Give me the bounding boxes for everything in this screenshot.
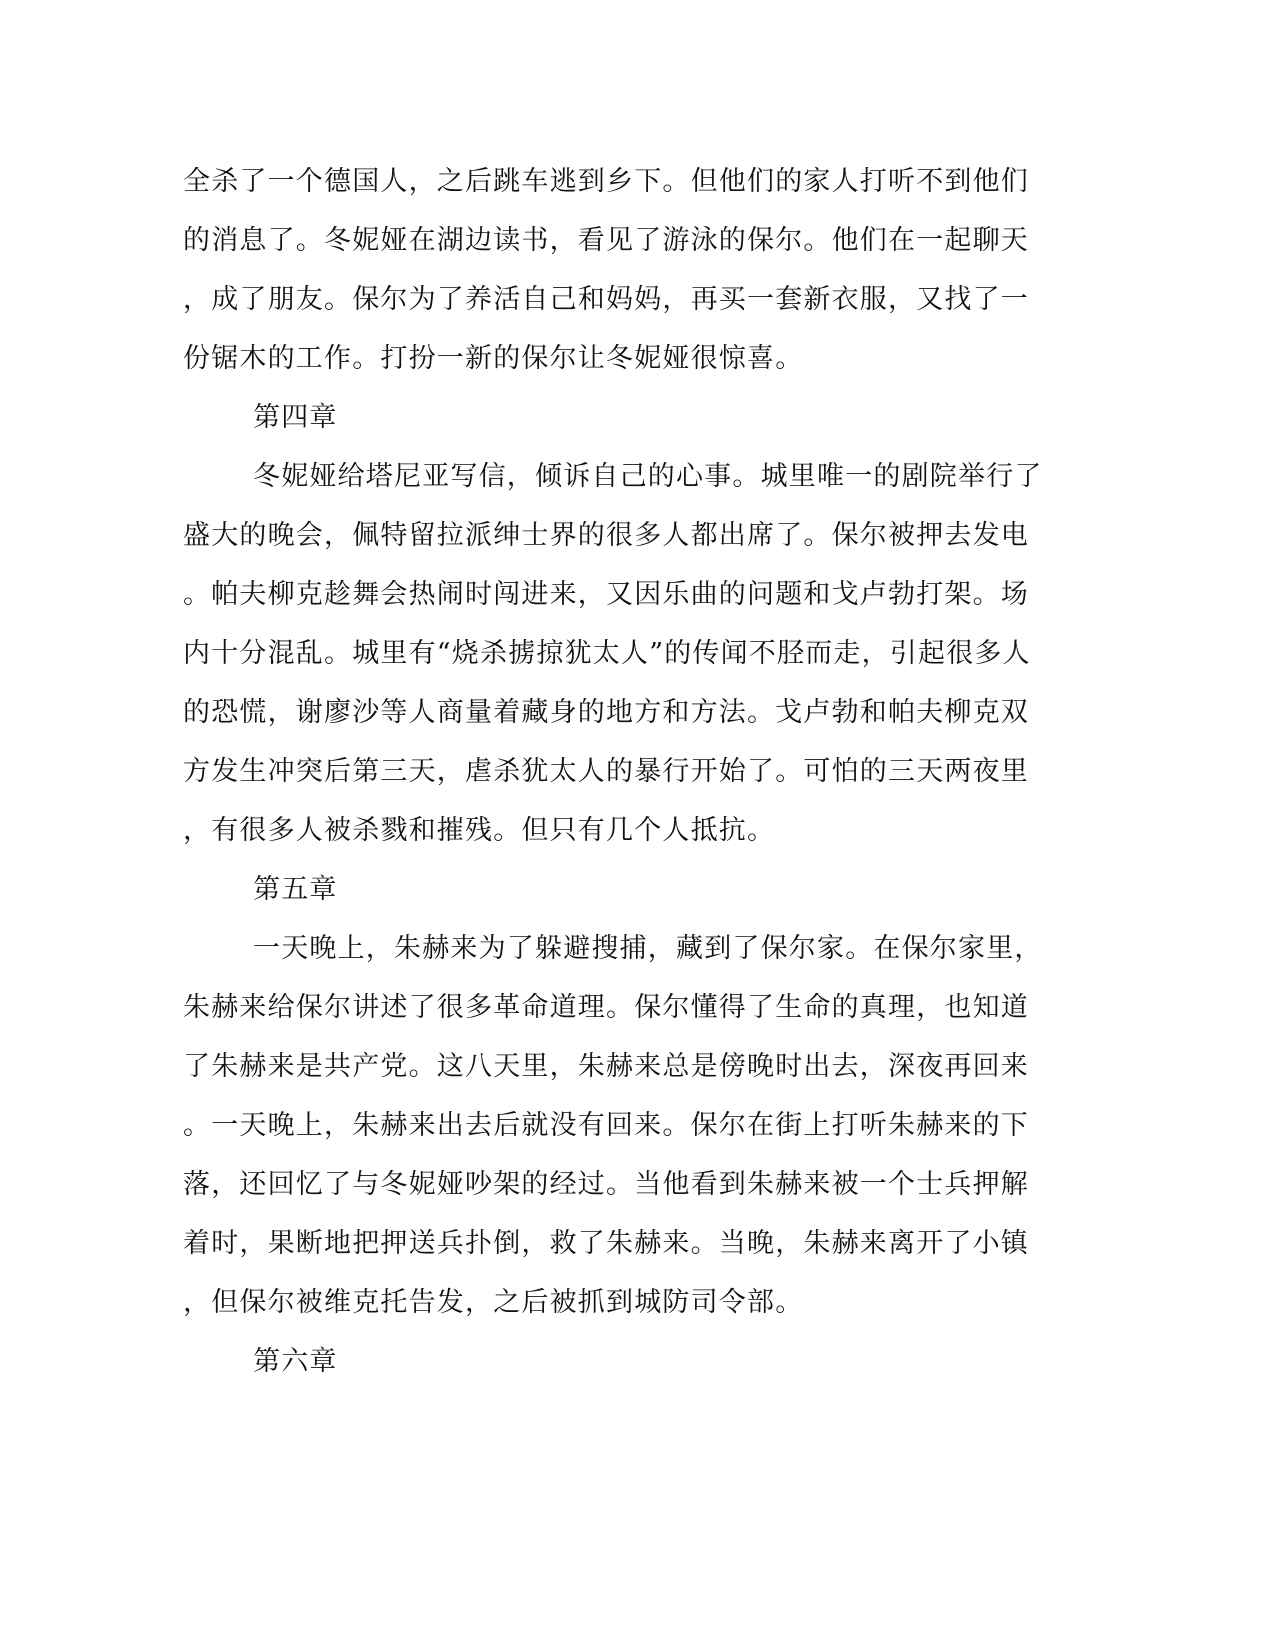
- text-line: 内十分混乱。城里有“烧杀掳掠犹太人”的传闻不胫而走，引起很多人: [183, 638, 1031, 669]
- body-text: [183, 152, 1043, 1391]
- text-line: ，但保尔被维克托告发，之后被抓到城防司令部。: [183, 1287, 804, 1318]
- text-line: 。帕夫柳克趁舞会热闹时闯进来，又因乐曲的问题和戈卢勃打架。场: [183, 579, 1029, 610]
- text-line: 的消息了。冬妮娅在湖边读书，看见了游泳的保尔。他们在一起聊天: [183, 225, 1029, 256]
- text-line: 的恐慌，谢廖沙等人商量着藏身的地方和方法。戈卢勃和帕夫柳克双: [183, 697, 1029, 728]
- text-line: 。一天晚上，朱赫来出去后就没有回来。保尔在街上打听朱赫来的下: [183, 1110, 1029, 1141]
- chapter-heading: 第五章: [253, 874, 338, 905]
- text-line: 朱赫来给保尔讲述了很多革命道理。保尔懂得了生命的真理，也知道: [183, 992, 1029, 1023]
- text-line: 方发生冲突后第三天，虐杀犹太人的暴行开始了。可怕的三天两夜里: [183, 756, 1029, 787]
- chapter-heading: 第六章: [253, 1346, 338, 1377]
- text-line: 份锯木的工作。打扮一新的保尔让冬妮娅很惊喜。: [183, 343, 804, 374]
- text-line: 着时，果断地把押送兵扑倒，救了朱赫来。当晚，朱赫来离开了小镇: [183, 1228, 1029, 1259]
- text-line: 一天晚上，朱赫来为了躲避搜捕，藏到了保尔家。在保尔家里，: [253, 933, 1043, 964]
- text-line: 落，还回忆了与冬妮娅吵架的经过。当他看到朱赫来被一个士兵押解: [183, 1169, 1029, 1200]
- text-line: ，有很多人被杀戮和摧残。但只有几个人抵抗。: [183, 815, 776, 846]
- text-line: ，成了朋友。保尔为了养活自己和妈妈，再买一套新衣服，又找了一: [183, 284, 1029, 315]
- chapter-heading: 第四章: [253, 402, 338, 433]
- text-line: 冬妮娅给塔尼亚写信，倾诉自己的心事。城里唯一的剧院举行了: [253, 461, 1043, 492]
- text-line: 了朱赫来是共产党。这八天里，朱赫来总是傍晚时出去，深夜再回来: [183, 1051, 1029, 1082]
- text-line: 盛大的晚会，佩特留拉派绅士界的很多人都出席了。保尔被押去发电: [183, 520, 1029, 551]
- text-line: 全杀了一个德国人，之后跳车逃到乡下。但他们的家人打听不到他们: [183, 166, 1029, 197]
